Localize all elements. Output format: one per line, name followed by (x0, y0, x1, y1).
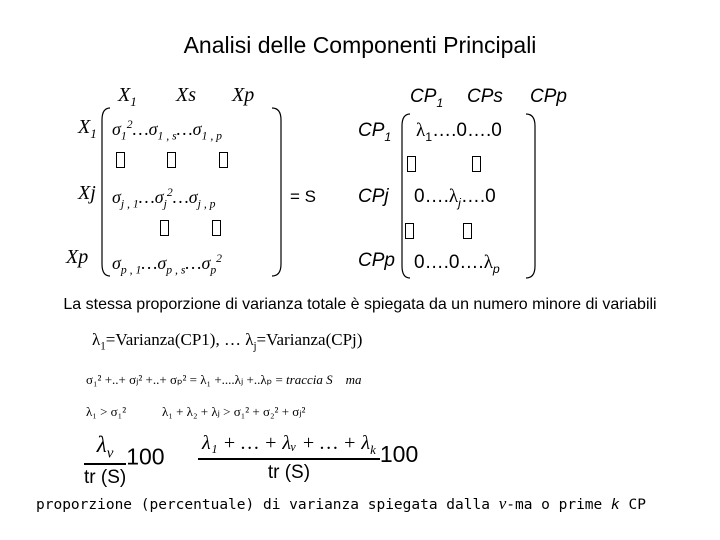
right-matrix-vdots (463, 223, 472, 239)
right-matrix-vdots (407, 156, 416, 172)
col-header-xs: Xs (176, 84, 196, 106)
row-label-cpp: CPp (358, 250, 395, 271)
left-matrix-vdots (212, 220, 221, 236)
variance-sentence: La stessa proporzione di varianza totale è spiegata da un numero minore di variabili (63, 296, 657, 313)
inequality-second: λ₁ + λ₂ + λⱼ > σ₁² + σ₂² + σⱼ² (162, 404, 306, 419)
row-label-cpj: CPj (358, 186, 389, 207)
col-header-cps: CPs (467, 86, 503, 107)
inequality-first: λ₁ > σ₁² (86, 404, 127, 419)
col-header-cpp: CPp (530, 86, 567, 107)
left-matrix-row-2: $\sigma_{j , 1}\dots\sigma_j^2\dots\sigma_{j , p}$ (112, 186, 216, 211)
left-matrix-vdots (167, 152, 176, 168)
row-label-xp: Xp (66, 246, 89, 268)
right-matrix-vdots (472, 156, 481, 172)
left-matrix-vdots (116, 152, 125, 168)
page-title: Analisi delle Componenti Principali (183, 32, 537, 58)
footer-caption: proporzione (percentuale) di varianza spiegata dalla ν-ma o prime k CP (36, 494, 646, 513)
right-matrix-row-3: $0\dots.0\dots.\lambda_p$ (414, 252, 500, 276)
left-matrix-row-3: $\sigma_{p , 1}\dots\sigma_{p , s}\dots\sigma_p^2$ (112, 252, 223, 277)
fraction-cumulative: $\frac{\lambda_1 + \dots + \lambda ᵥ + \dots + \lambda_k}{tr (S)}$ 100 (198, 432, 418, 484)
row-label-xj: Xj (78, 182, 96, 204)
col-header-x1: $X_1$ (118, 84, 137, 109)
col-header-cp1: $CP_1$ (410, 86, 444, 110)
left-matrix-vdots (219, 152, 228, 168)
row-label-x1: $X_1$ (78, 116, 97, 141)
trace-equation: σ₁² +..+ σⱼ² +..+ σₚ² = λ₁ +....λⱼ +..λₚ = traccia S ma (86, 372, 362, 387)
col-header-xp: Xp (232, 84, 255, 106)
fraction-single: $\frac{\lambda_v}{tr (S)}$ 100 (84, 432, 165, 488)
left-matrix-vdots (160, 220, 169, 236)
right-matrix-row-1: $\lambda_1\dots.0\dots.0$ (416, 120, 502, 144)
right-matrix-vdots (405, 223, 414, 239)
row-label-cp1: $CP_1$ (358, 120, 392, 144)
right-matrix-row-2: $0\dots.\lambda_j\dots.0$ (414, 186, 496, 210)
lambda-definition: $\lambda_1=Varianza(CP1)$, … $\lambda_j=Varianza(CPj)$ (92, 330, 363, 353)
equals-s-label: = S (290, 187, 316, 206)
left-matrix-row-1: $\sigma_1^2\dots\sigma_{1 , s}\dots\sigma_{1 , p}$ (112, 118, 223, 143)
